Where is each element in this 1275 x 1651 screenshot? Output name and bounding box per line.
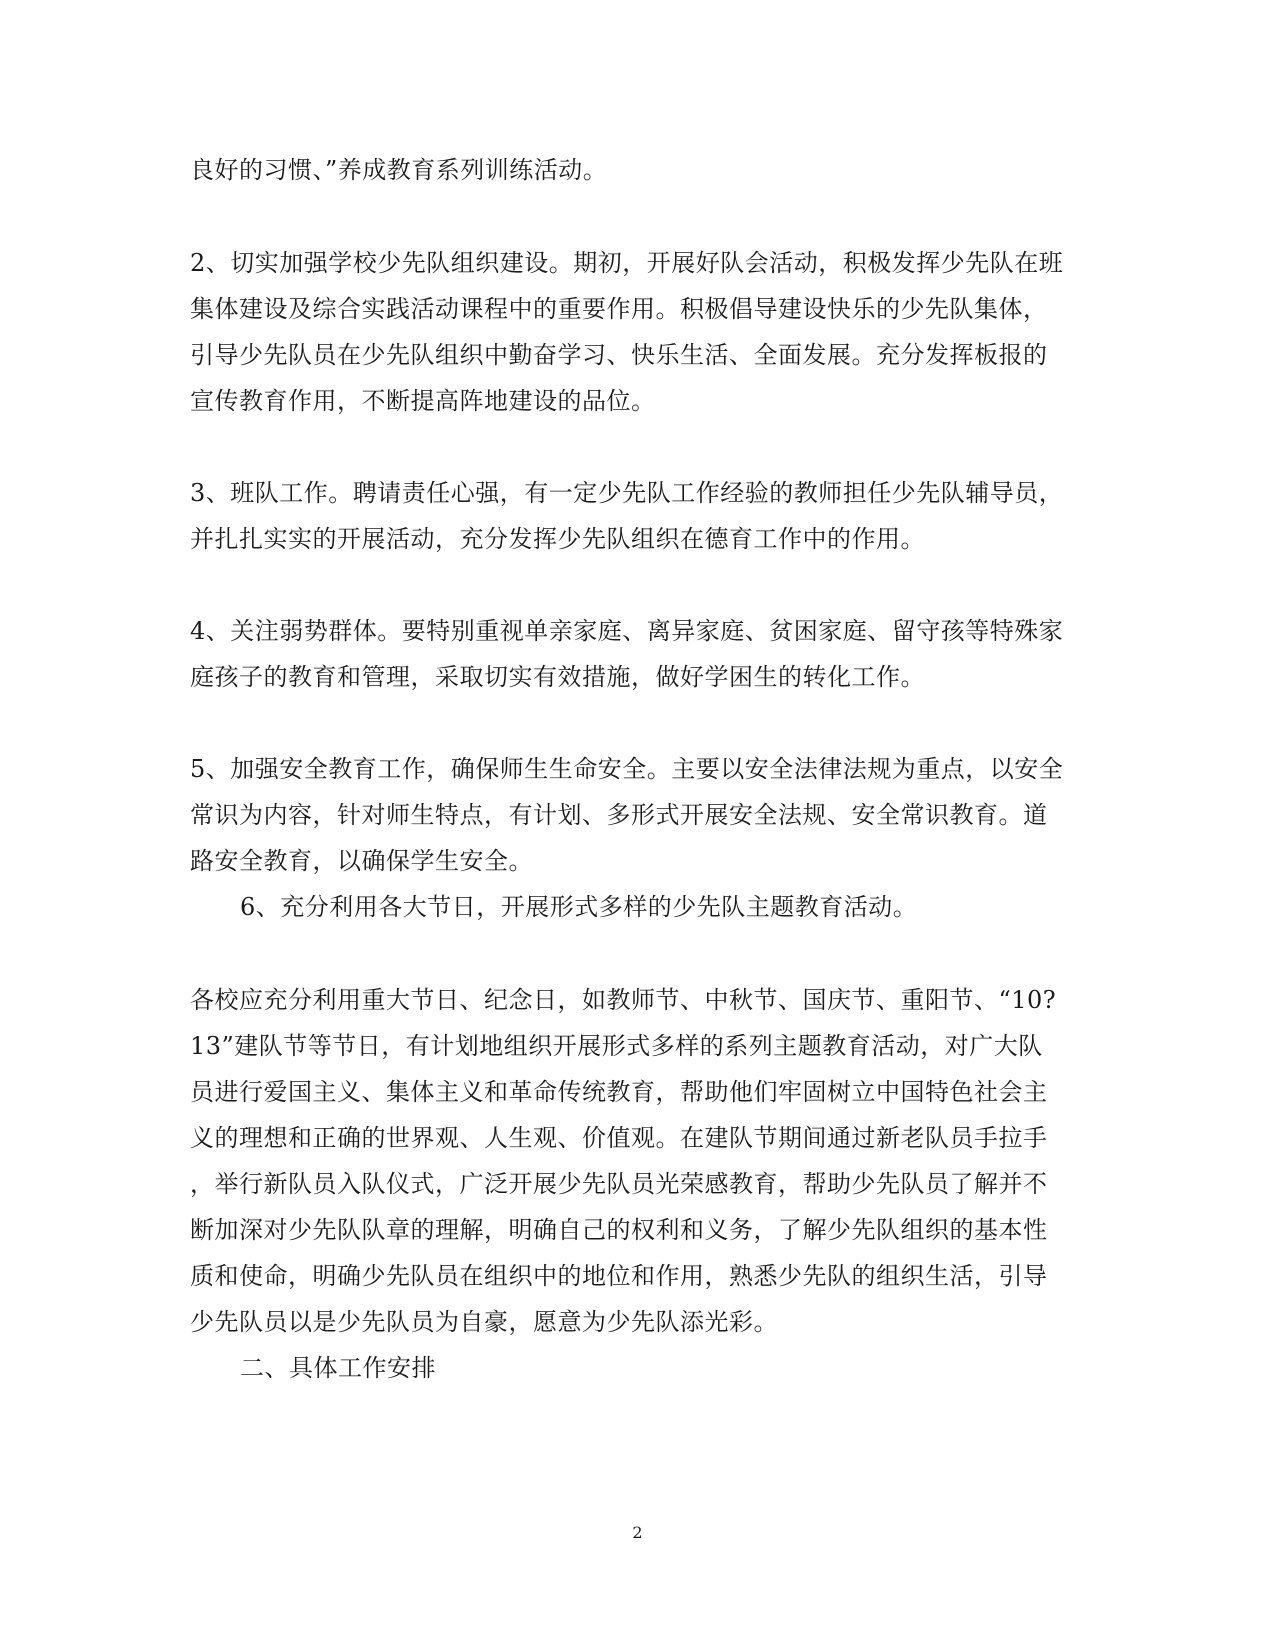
text-line: 引导少先队员在少先队组织中勤奋学习、快乐生活、全面发展。充分发挥板报的 bbox=[190, 341, 1048, 369]
text-line: 并扎扎实实的开展活动，充分发挥少先队组织在德育工作中的作用。 bbox=[190, 525, 925, 553]
text-line: ，举行新队员入队仪式，广泛开展少先队员光荣感教育，帮助少先队员了解并不 bbox=[190, 1170, 1048, 1198]
text-line: 5、加强安全教育工作，确保师生生命安全。主要以安全法律法规为重点，以安全 bbox=[190, 755, 1064, 783]
text-line: 少先队员以是少先队员为自豪，愿意为少先队添光彩。 bbox=[190, 1308, 778, 1336]
section-heading: 二、具体工作安排 bbox=[240, 1354, 436, 1382]
text-line: 庭孩子的教育和管理，采取切实有效措施，做好学困生的转化工作。 bbox=[190, 663, 925, 691]
text-line: 路安全教育，以确保学生安全。 bbox=[190, 847, 533, 875]
text-line: 良好的习惯、”养成教育系列训练活动。 bbox=[190, 156, 608, 184]
text-line: 宣传教育作用，不断提高阵地建设的品位。 bbox=[190, 387, 656, 415]
text-line: 6、充分利用各大节日，开展形式多样的少先队主题教育活动。 bbox=[240, 893, 918, 921]
text-line: 3、班队工作。聘请责任心强，有一定少先队工作经验的教师担任少先队辅导员， bbox=[190, 479, 1064, 507]
text-line: 各校应充分利用重大节日、纪念日，如教师节、中秋节、国庆节、重阳节、“10? bbox=[190, 986, 1057, 1014]
text-line: 常识为内容，针对师生特点，有计划、多形式开展安全法规、安全常识教育。道 bbox=[190, 801, 1048, 829]
text-line: 义的理想和正确的世界观、人生观、价值观。在建队节期间通过新老队员手拉手 bbox=[190, 1124, 1048, 1152]
text-line: 员进行爱国主义、集体主义和革命传统教育，帮助他们牢固树立中国特色社会主 bbox=[190, 1078, 1048, 1106]
text-line: 2、切实加强学校少先队组织建设。期初，开展好队会活动，积极发挥少先队在班 bbox=[190, 249, 1064, 277]
text-line: 13”建队节等节日，有计划地组织开展形式多样的系列主题教育活动，对广大队 bbox=[190, 1032, 1043, 1060]
text-line: 集体建设及综合实践活动课程中的重要作用。积极倡导建设快乐的少先队集体， bbox=[190, 295, 1048, 323]
page-number: 2 bbox=[632, 1523, 643, 1542]
text-line: 断加深对少先队队章的理解，明确自己的权利和义务，了解少先队组织的基本性 bbox=[190, 1216, 1048, 1244]
text-line: 质和使命，明确少先队员在组织中的地位和作用，熟悉少先队的组织生活，引导 bbox=[190, 1262, 1048, 1290]
text-line: 4、关注弱势群体。要特别重视单亲家庭、离异家庭、贫困家庭、留守孩等特殊家 bbox=[190, 617, 1064, 645]
